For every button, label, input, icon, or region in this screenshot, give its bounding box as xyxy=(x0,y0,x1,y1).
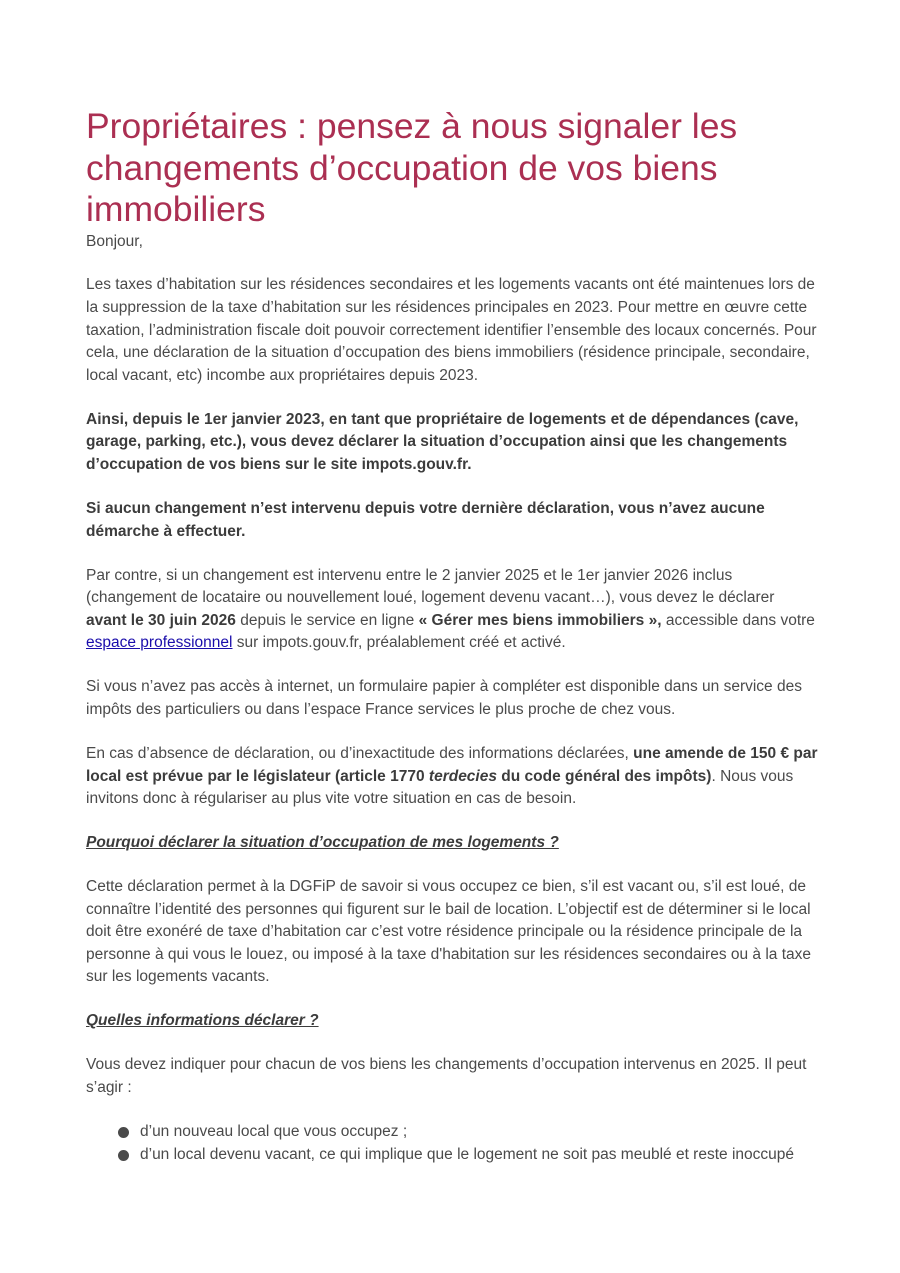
change-paragraph xyxy=(86,565,818,655)
bullet-icon xyxy=(118,1150,129,1161)
list-item-text: d’un local devenu vacant, ce qui implique que le logement ne soit pas meublé et reste inoccupé xyxy=(140,1145,794,1163)
obligation-paragraph xyxy=(86,409,818,477)
intro-paragraph: Les taxes d’habitation sur les résidences secondaires et les logements vacants ont été maintenues lors de la suppression de la taxe d’habitation sur les résidences principales en 2023. Pour mettre en œuvre cette taxation, l’administration fiscale doit pouvoir correctement identifier l’ensemble des locaux concernés. Pour cela, une déclaration de la situation d’occupation des biens immobiliers (résidence principale, secondaire, local vacant, etc) incombe aux propriétaires depuis 2023. xyxy=(86,276,817,384)
what-paragraph: Vous devez indiquer pour chacun de vos biens les changements d’occupation intervenus en 2025. Il peut s’agir : xyxy=(86,1056,807,1097)
page-title: Propriétaires : pensez à nous signaler les changements d’occupation de vos biens immobiliers xyxy=(86,106,738,229)
penalty-italic: terdecies xyxy=(428,767,497,785)
obligation-text: Ainsi, depuis le 1er janvier 2023, en tant que propriétaire de logements et de dépendances (cave, garage, parking, etc.), vous devez déclarer la situation d’occupation ainsi que les changements d’occupation de vos biens sur le site impots.gouv.fr. xyxy=(86,410,799,474)
penalty-text-1: En cas d’absence de déclaration, ou d’inexactitude des informations déclarées, xyxy=(86,744,634,762)
penalty-bold-1: une amende de 150 € par local est prévue par le législateur (article 1770 xyxy=(86,744,818,785)
penalty-paragraph xyxy=(86,743,818,811)
what-heading-text: Quelles informations déclarer ? xyxy=(86,1012,319,1030)
why-heading xyxy=(86,832,818,855)
no-change-text: Si aucun changement n’est intervenu depuis votre dernière déclaration, vous n’avez aucune démarche à effectuer. xyxy=(86,500,765,540)
what-heading xyxy=(86,1010,818,1033)
change-text-3: accessible dans votre xyxy=(661,611,815,629)
no-internet-paragraph: Si vous n’avez pas accès à internet, un formulaire papier à compléter est disponible dans un service des impôts des particuliers ou dans l’espace France services le plus proche de chez vous. xyxy=(86,678,802,718)
no-change-paragraph xyxy=(86,498,818,543)
occupation-change-list xyxy=(86,1121,818,1166)
why-heading-text: Pourquoi déclarer la situation d’occupation de mes logements ? xyxy=(86,834,559,852)
service-name: « Gérer mes biens immobiliers », xyxy=(418,611,662,629)
penalty-text-2: . Nous vous invitons donc à régulariser au plus vite votre situation en cas de besoin. xyxy=(86,767,794,808)
document-content xyxy=(86,106,818,1166)
change-text-2: depuis le service en ligne xyxy=(235,611,419,629)
deadline-text: avant le 30 juin 2026 xyxy=(86,611,236,629)
bullet-icon xyxy=(118,1127,129,1138)
espace-professionnel-link[interactable]: espace professionnel xyxy=(86,634,233,652)
change-text-1: Par contre, si un changement est intervenu entre le 2 janvier 2025 et le 1er janvier 2026 inclus (changement de locataire ou nouvellement loué, logement devenu vacant…), vous devez le déclarer xyxy=(86,566,775,607)
penalty-bold-2: du code général des impôts) xyxy=(496,767,712,785)
list-item xyxy=(118,1121,818,1144)
list-item xyxy=(118,1144,818,1167)
why-paragraph: Cette déclaration permet à la DGFiP de savoir si vous occupez ce bien, s’il est vacant ou, s’il est loué, de connaître l’identité des personnes qui figurent sur le bail de location. L’objectif est de déterminer si le local doit être exonéré de taxe d’habitation car c’est votre résidence principale ou la résidence principale de la personne à qui vous le louez, ou imposé à la taxe d'habitation sur les résidences secondaires ou à la taxe sur les logements vacants. xyxy=(86,878,812,986)
list-item-text: d’un nouveau local que vous occupez ; xyxy=(140,1123,408,1141)
change-text-4: sur impots.gouv.fr, préalablement créé et activé. xyxy=(232,634,566,652)
greeting: Bonjour, xyxy=(86,232,143,250)
